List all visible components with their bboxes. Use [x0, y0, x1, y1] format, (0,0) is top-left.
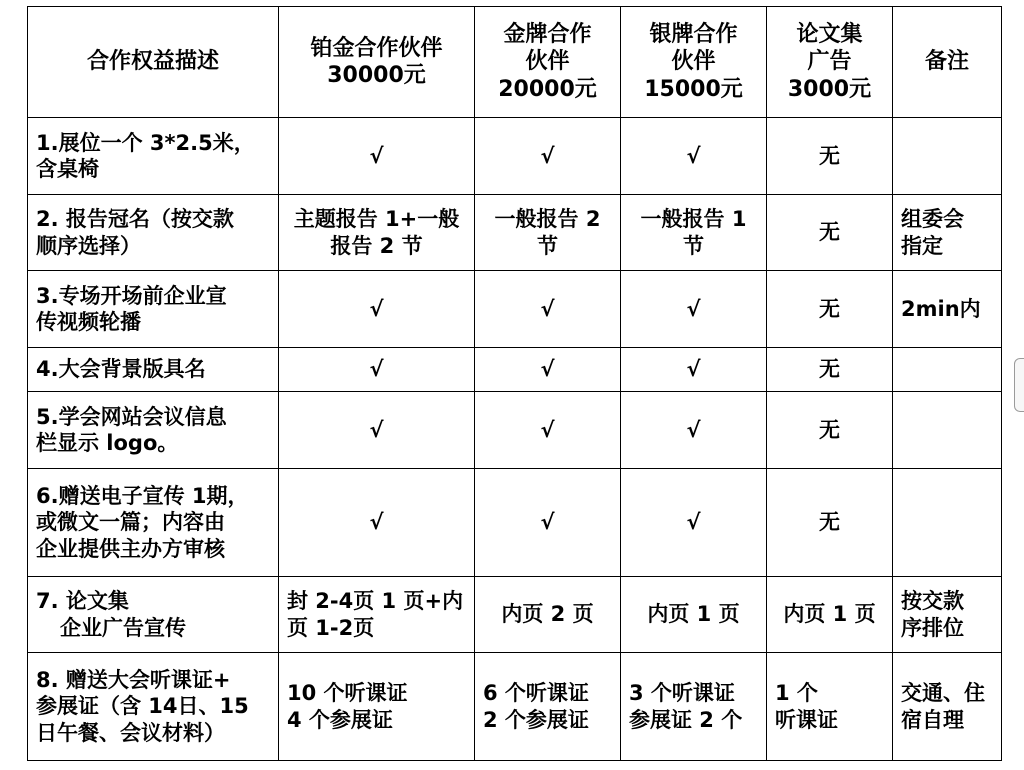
- row2-note: 组委会 指定: [893, 195, 1002, 271]
- side-scroll-handle[interactable]: [1014, 358, 1024, 412]
- table-row: [28, 195, 1002, 271]
- row6-ad: 无: [767, 469, 893, 577]
- check-icon: √: [279, 118, 475, 195]
- check-icon: √: [621, 348, 767, 392]
- check-icon: √: [475, 348, 621, 392]
- row1-ad: 无: [767, 118, 893, 195]
- row7-ad: 内页 1 页: [767, 577, 893, 653]
- row8-ad: 1 个 听课证: [767, 653, 893, 761]
- check-icon: √: [475, 118, 621, 195]
- check-icon: √: [621, 392, 767, 469]
- table-row: [28, 271, 1002, 348]
- check-icon: √: [279, 271, 475, 348]
- row8-desc: 8. 赠送大会听课证+ 参展证（含 14日、15 日午餐、会议材料）: [28, 653, 279, 761]
- row7-note: 按交款 序排位: [893, 577, 1002, 653]
- row3-ad: 无: [767, 271, 893, 348]
- check-icon: √: [621, 469, 767, 577]
- row6-note: [893, 469, 1002, 577]
- table-row: [28, 653, 1002, 761]
- row4-desc: 4.大会背景版具名: [28, 348, 279, 392]
- table-row: [28, 577, 1002, 653]
- check-icon: √: [279, 392, 475, 469]
- row5-desc: 5.学会网站会议信息 栏显示 logo。: [28, 392, 279, 469]
- table-row: [28, 392, 1002, 469]
- row2-silver: 一般报告 1 节: [621, 195, 767, 271]
- row6-desc: 6.赠送电子宣传 1期， 或微文一篇；内容由 企业提供主办方审核: [28, 469, 279, 577]
- check-icon: √: [475, 469, 621, 577]
- row2-platinum: 主题报告 1+一般 报告 2 节: [279, 195, 475, 271]
- row1-desc: 1.展位一个 3*2.5米， 含桌椅: [28, 118, 279, 195]
- row7-silver: 内页 1 页: [621, 577, 767, 653]
- table-row: [28, 118, 1002, 195]
- check-icon: √: [475, 392, 621, 469]
- row7-platinum: 封 2-4页 1 页+内 页 1-2页: [279, 577, 475, 653]
- partnership-benefits-table: [27, 6, 1002, 761]
- header-ad: 论文集 广告 3000元: [767, 7, 893, 118]
- table-row: [28, 348, 1002, 392]
- header-desc: 合作权益描述: [28, 7, 279, 118]
- row8-silver: 3 个听课证 参展证 2 个: [621, 653, 767, 761]
- row5-ad: 无: [767, 392, 893, 469]
- row3-note: 2min内: [893, 271, 1002, 348]
- check-icon: √: [279, 469, 475, 577]
- row3-desc: 3.专场开场前企业宣 传视频轮播: [28, 271, 279, 348]
- row1-note: [893, 118, 1002, 195]
- check-icon: √: [279, 348, 475, 392]
- header-row: [28, 7, 1002, 118]
- row7-gold: 内页 2 页: [475, 577, 621, 653]
- row4-note: [893, 348, 1002, 392]
- check-icon: √: [475, 271, 621, 348]
- table-row: [28, 469, 1002, 577]
- row7-desc: 7. 论文集 企业广告宣传: [28, 577, 279, 653]
- row8-note: 交通、住 宿自理: [893, 653, 1002, 761]
- header-platinum: 铂金合作伙伴 30000元: [279, 7, 475, 118]
- header-gold: 金牌合作 伙伴 20000元: [475, 7, 621, 118]
- header-silver: 银牌合作 伙伴 15000元: [621, 7, 767, 118]
- row4-ad: 无: [767, 348, 893, 392]
- header-note: 备注: [893, 7, 1002, 118]
- check-icon: √: [621, 271, 767, 348]
- row2-gold: 一般报告 2 节: [475, 195, 621, 271]
- row8-platinum: 10 个听课证 4 个参展证: [279, 653, 475, 761]
- row2-ad: 无: [767, 195, 893, 271]
- row5-note: [893, 392, 1002, 469]
- row8-gold: 6 个听课证 2 个参展证: [475, 653, 621, 761]
- check-icon: √: [621, 118, 767, 195]
- row2-desc: 2. 报告冠名（按交款 顺序选择）: [28, 195, 279, 271]
